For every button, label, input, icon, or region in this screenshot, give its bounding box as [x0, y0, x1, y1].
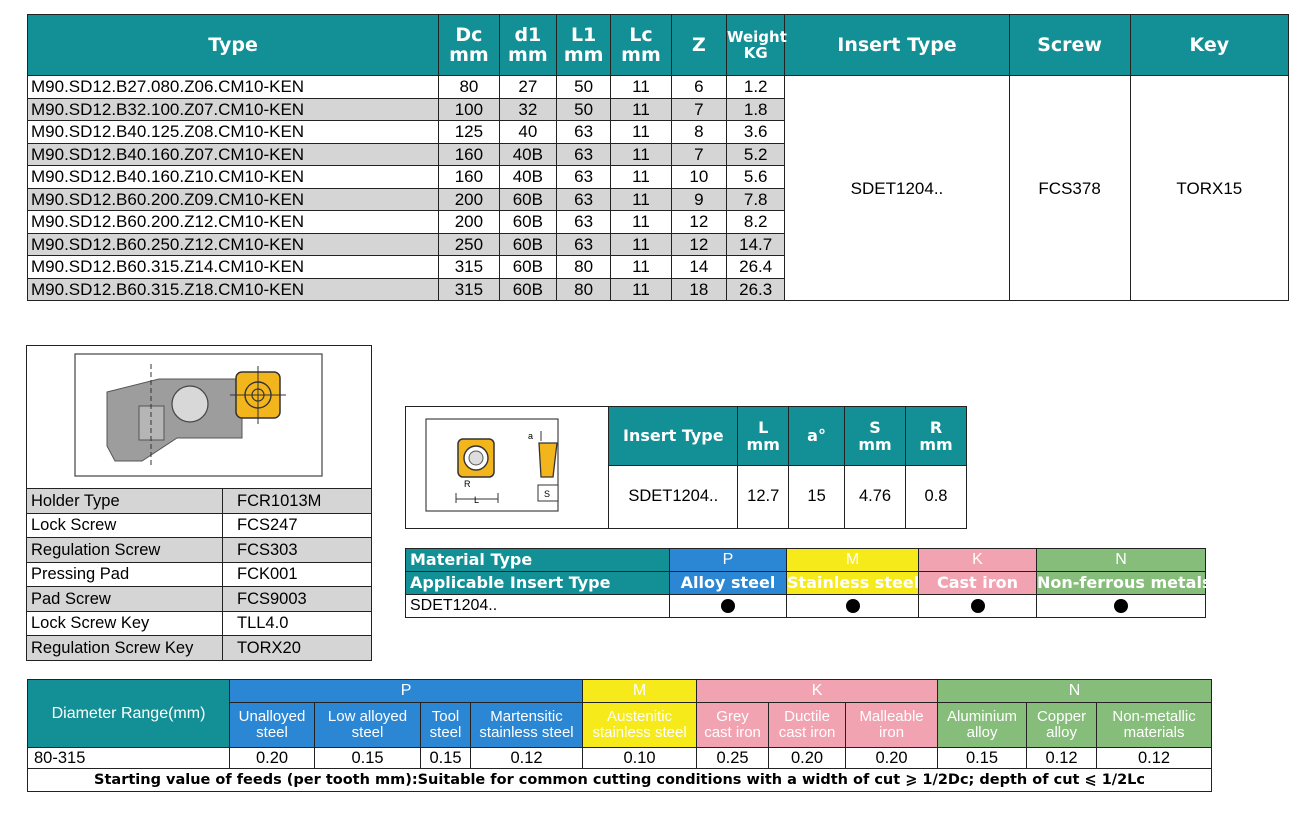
cell-l1: 50 [557, 76, 611, 99]
holder-part-label: Holder Type [27, 489, 223, 514]
header-d1-unit: mm [508, 44, 548, 66]
cell-d1: 60B [499, 211, 556, 234]
feed-material-line2: cast iron [778, 724, 836, 741]
cell-weight: 5.2 [726, 143, 784, 166]
feed-material-line2: stainless steel [479, 724, 574, 741]
cell-dc: 250 [439, 233, 500, 256]
feed-value: 0.12 [471, 748, 583, 769]
cell-l1: 63 [557, 143, 611, 166]
cell-l1: 63 [557, 188, 611, 211]
material-group-k: K [919, 549, 1037, 572]
feed-material-line1: Ductile [784, 708, 830, 725]
cell-d1: 60B [499, 278, 556, 301]
feed-note: Starting value of feeds (per tooth mm):Suitable for common cutting conditions with a width of cut ⩾ 1/2Dc; depth of cut ⩽ 1/2Lc [28, 769, 1212, 792]
cell-weight: 7.8 [726, 188, 784, 211]
cutter-rows [28, 76, 1289, 301]
feed-material-header [1027, 703, 1097, 748]
cell-lc: 11 [611, 76, 672, 99]
insert-header-a: a° [789, 407, 845, 466]
insert-diagram-r: R [464, 479, 471, 489]
feed-material-header [471, 703, 583, 748]
feed-rate-table [27, 679, 1212, 792]
material-name-p: Alloy steel [670, 572, 787, 595]
feed-material-line1: Aluminium [947, 708, 1018, 725]
insert-spec-table [405, 406, 967, 529]
cell-z: 8 [671, 121, 726, 144]
feed-material-header [315, 703, 421, 748]
holder-part-value: FCK001 [223, 562, 372, 587]
holder-parts-table [26, 345, 372, 661]
material-name-row [406, 572, 1206, 595]
feed-value: 0.20 [846, 748, 938, 769]
insert-value-l: 12.7 [738, 465, 789, 528]
cell-lc: 11 [611, 256, 672, 279]
applicable-k-cell [919, 595, 1037, 618]
feed-material-line1: Copper [1036, 708, 1087, 725]
applicable-insert-label: Applicable Insert Type [406, 572, 670, 595]
header-weight-unit: KG [743, 44, 768, 62]
feed-material-line1: Tool [431, 708, 460, 725]
holder-row [27, 562, 372, 587]
cell-lc: 11 [611, 278, 672, 301]
cell-l1: 63 [557, 211, 611, 234]
insert-diagram-a: a [528, 431, 534, 441]
feed-material-line2: steel [429, 724, 462, 741]
insert-header-l-label: L [758, 417, 769, 437]
feed-material-line2: iron [879, 724, 905, 741]
cell-dc: 160 [439, 143, 500, 166]
applicable-dot-icon [721, 599, 735, 613]
header-l1-label: L1 [570, 24, 597, 46]
cell-d1: 40B [499, 143, 556, 166]
cell-lc: 11 [611, 211, 672, 234]
applicable-dot-icon [1114, 599, 1128, 613]
feed-material-line2: stainless steel [592, 724, 687, 741]
cutter-spec-table [27, 14, 1289, 301]
feed-material-header [769, 703, 846, 748]
header-type: Type [28, 15, 439, 76]
material-name-m: Stainless steel [787, 572, 919, 595]
holder-row [27, 636, 372, 661]
feed-material-line1: Non-metallic [1112, 708, 1196, 725]
feed-material-header [1097, 703, 1212, 748]
cell-dc: 160 [439, 166, 500, 189]
cell-d1: 40 [499, 121, 556, 144]
cell-z: 10 [671, 166, 726, 189]
holder-part-value: FCS9003 [223, 587, 372, 612]
header-dc-label: Dc [455, 24, 483, 46]
cell-type: M90.SD12.B27.080.Z06.CM10-KEN [28, 76, 439, 99]
feed-material-header [583, 703, 697, 748]
cell-lc: 11 [611, 188, 672, 211]
cartridge-diagram [27, 346, 370, 483]
applicable-dot-icon [846, 599, 860, 613]
feed-value-row [28, 748, 1212, 769]
insert-value-s: 4.76 [845, 465, 906, 528]
feed-group-row [28, 680, 1212, 703]
insert-diagram-cell [406, 407, 609, 529]
header-lc-unit: mm [621, 44, 661, 66]
cell-lc: 11 [611, 166, 672, 189]
insert-header-s [845, 407, 906, 466]
applicable-dot-icon [971, 599, 985, 613]
feed-value: 0.12 [1097, 748, 1212, 769]
cell-dc: 200 [439, 211, 500, 234]
cell-d1: 60B [499, 188, 556, 211]
cell-type: M90.SD12.B60.200.Z09.CM10-KEN [28, 188, 439, 211]
cell-d1: 60B [499, 233, 556, 256]
holder-rows [27, 489, 372, 661]
feed-value: 0.15 [315, 748, 421, 769]
holder-part-label: Lock Screw [27, 513, 223, 538]
holder-row [27, 587, 372, 612]
holder-diagram-cell [27, 346, 372, 489]
insert-header-type: Insert Type [609, 407, 738, 466]
insert-header-l-unit: mm [746, 434, 780, 454]
holder-part-label: Pad Screw [27, 587, 223, 612]
screw-value: FCS378 [1009, 76, 1130, 301]
holder-part-value: TLL4.0 [223, 611, 372, 636]
feed-value: 0.20 [230, 748, 315, 769]
material-group-n: N [1037, 549, 1206, 572]
cell-d1: 32 [499, 98, 556, 121]
cell-weight: 8.2 [726, 211, 784, 234]
cell-weight: 1.2 [726, 76, 784, 99]
holder-part-label: Regulation Screw [27, 538, 223, 563]
insert-type-value: SDET1204.. [785, 76, 1009, 301]
cell-z: 9 [671, 188, 726, 211]
cell-l1: 63 [557, 233, 611, 256]
key-value: TORX15 [1130, 76, 1288, 301]
header-lc [611, 15, 672, 76]
cell-type: M90.SD12.B60.250.Z12.CM10-KEN [28, 233, 439, 256]
feed-value: 0.10 [583, 748, 697, 769]
header-weight-label: Weight [726, 28, 787, 46]
cell-l1: 63 [557, 121, 611, 144]
feed-material-line2: alloy [966, 724, 998, 741]
cell-l1: 80 [557, 256, 611, 279]
holder-row [27, 489, 372, 514]
cell-lc: 11 [611, 98, 672, 121]
feed-material-header [938, 703, 1027, 748]
cell-l1: 50 [557, 98, 611, 121]
holder-row [27, 538, 372, 563]
feed-group-k: K [697, 680, 938, 703]
feed-material-line1: Unalloyed [238, 708, 306, 725]
material-group-row [406, 549, 1206, 572]
diameter-range-value: 80-315 [28, 748, 230, 769]
holder-part-value: FCR1013M [223, 489, 372, 514]
insert-header-r [905, 407, 966, 466]
feed-material-line1: Malleable [859, 708, 924, 725]
cell-weight: 5.6 [726, 166, 784, 189]
header-lc-label: Lc [629, 24, 653, 46]
insert-diagram [408, 407, 606, 523]
cell-z: 7 [671, 98, 726, 121]
cell-lc: 11 [611, 143, 672, 166]
header-insert-type: Insert Type [785, 15, 1009, 76]
cell-weight: 1.8 [726, 98, 784, 121]
holder-row [27, 611, 372, 636]
insert-header-l [738, 407, 789, 466]
applicable-p-cell [670, 595, 787, 618]
feed-material-line2: alloy [1046, 724, 1077, 741]
feed-material-line1: Grey [716, 708, 749, 725]
cell-weight: 3.6 [726, 121, 784, 144]
insert-value-a: 15 [789, 465, 845, 528]
insert-value-type: SDET1204.. [609, 465, 738, 528]
cell-weight: 26.3 [726, 278, 784, 301]
cell-z: 18 [671, 278, 726, 301]
cell-weight: 14.7 [726, 233, 784, 256]
cell-dc: 80 [439, 76, 500, 99]
header-dc-unit: mm [449, 44, 489, 66]
cell-l1: 63 [557, 166, 611, 189]
feed-material-line2: materials [1123, 724, 1185, 741]
feed-material-line1: Martensitic [490, 708, 563, 725]
header-d1-label: d1 [514, 24, 542, 46]
cell-type: M90.SD12.B40.125.Z08.CM10-KEN [28, 121, 439, 144]
cell-type: M90.SD12.B40.160.Z10.CM10-KEN [28, 166, 439, 189]
cell-dc: 100 [439, 98, 500, 121]
applicable-m-cell [787, 595, 919, 618]
cell-dc: 125 [439, 121, 500, 144]
feed-value: 0.15 [938, 748, 1027, 769]
header-z: Z [671, 15, 726, 76]
insert-header-s-unit: mm [858, 434, 892, 454]
material-applicability-table [405, 548, 1212, 618]
feed-material-line2: steel [256, 724, 288, 741]
feed-material-header [421, 703, 471, 748]
cell-weight: 26.4 [726, 256, 784, 279]
table-row [28, 76, 1289, 99]
insert-diagram-l: L [474, 495, 480, 505]
cell-dc: 315 [439, 256, 500, 279]
material-type-label: Material Type [406, 549, 670, 572]
cell-type: M90.SD12.B32.100.Z07.CM10-KEN [28, 98, 439, 121]
cell-type: M90.SD12.B60.200.Z12.CM10-KEN [28, 211, 439, 234]
cell-lc: 11 [611, 233, 672, 256]
feed-note-row [28, 769, 1212, 792]
cell-type: M90.SD12.B40.160.Z07.CM10-KEN [28, 143, 439, 166]
diameter-range-header: Diameter Range(mm) [28, 680, 230, 748]
feed-value: 0.20 [769, 748, 846, 769]
insert-diagram-s: S [544, 489, 551, 499]
feed-material-header [846, 703, 938, 748]
feed-material-line1: Low alloyed [327, 708, 408, 725]
holder-part-label: Regulation Screw Key [27, 636, 223, 661]
feed-group-m: M [583, 680, 697, 703]
cell-type: M90.SD12.B60.315.Z14.CM10-KEN [28, 256, 439, 279]
header-weight [726, 15, 787, 76]
cell-d1: 27 [499, 76, 556, 99]
header-key: Key [1130, 15, 1288, 76]
holder-part-label: Lock Screw Key [27, 611, 223, 636]
feed-material-line2: steel [351, 724, 384, 741]
material-group-p: P [670, 549, 787, 572]
cell-type: M90.SD12.B60.315.Z18.CM10-KEN [28, 278, 439, 301]
cell-z: 12 [671, 233, 726, 256]
cell-d1: 60B [499, 256, 556, 279]
holder-part-value: FCS303 [223, 538, 372, 563]
material-insert-row [406, 595, 1206, 618]
cell-dc: 200 [439, 188, 500, 211]
feed-group-n: N [938, 680, 1212, 703]
material-name-n: Non-ferrous metals [1037, 572, 1206, 595]
material-name-k: Cast iron [919, 572, 1037, 595]
feed-material-header [230, 703, 315, 748]
cell-z: 12 [671, 211, 726, 234]
feed-value: 0.12 [1027, 748, 1097, 769]
feed-material-line2: cast iron [704, 724, 761, 741]
holder-part-value: FCS247 [223, 513, 372, 538]
insert-header-s-label: S [869, 417, 881, 437]
material-insert-label: SDET1204.. [406, 595, 670, 618]
feed-material-line1: Austenitic [607, 708, 673, 725]
cell-d1: 40B [499, 166, 556, 189]
material-group-m: M [787, 549, 919, 572]
cell-z: 6 [671, 76, 726, 99]
insert-value-r: 0.8 [905, 465, 966, 528]
feed-value: 0.15 [421, 748, 471, 769]
header-d1 [499, 15, 556, 76]
cell-dc: 315 [439, 278, 500, 301]
cell-z: 14 [671, 256, 726, 279]
insert-header-r-label: R [929, 417, 943, 437]
insert-header-r-unit: mm [919, 434, 953, 454]
applicable-n-cell [1037, 595, 1206, 618]
header-l1 [557, 15, 611, 76]
header-screw: Screw [1009, 15, 1130, 76]
feed-material-header [697, 703, 769, 748]
cell-lc: 11 [611, 121, 672, 144]
feed-group-p: P [230, 680, 583, 703]
header-dc [439, 15, 500, 76]
feed-value: 0.25 [697, 748, 769, 769]
holder-part-value: TORX20 [223, 636, 372, 661]
cell-z: 7 [671, 143, 726, 166]
holder-row [27, 513, 372, 538]
cutter-header-row [28, 15, 1289, 76]
cell-l1: 80 [557, 278, 611, 301]
header-l1-unit: mm [563, 44, 604, 66]
holder-part-label: Pressing Pad [27, 562, 223, 587]
